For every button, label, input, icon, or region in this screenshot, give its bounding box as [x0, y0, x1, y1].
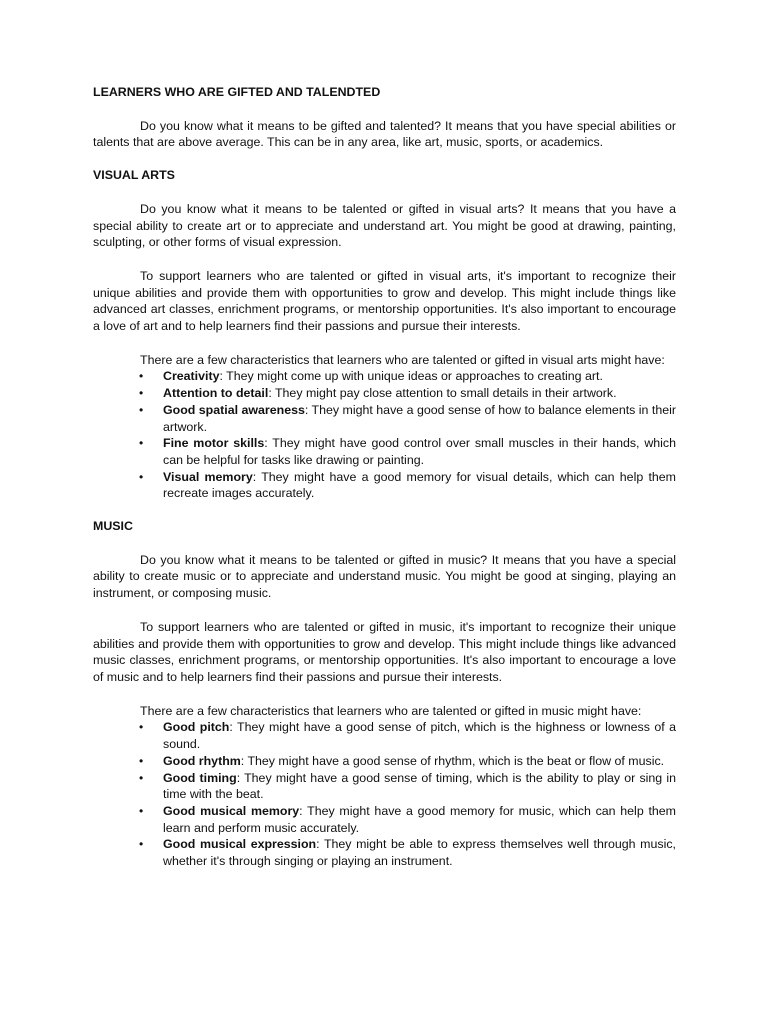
item-term: Good pitch	[163, 720, 230, 735]
list-item	[93, 385, 676, 402]
item-text: : They might have good control over small muscles in their hands, which can be helpful for tasks like drawing or painting.	[163, 436, 676, 467]
item-text: : They might have a good memory for music, which can help them learn and perform music accurately.	[163, 803, 676, 835]
list-item	[93, 402, 676, 435]
item-text: : They might come up with unique ideas or approaches to creating art.	[219, 369, 603, 384]
item-term: Good spatial awareness	[163, 402, 305, 417]
item-term: Fine motor skills	[163, 436, 265, 451]
list-item	[93, 719, 676, 752]
item-term: Good musical memory	[163, 803, 300, 818]
music-paragraph-2: To support learners who are talented or gifted in music, it's important to recognize their unique abilities and provide them with opportunities to grow and develop. This might include things like advanced music classes, enrichment programs, or mentorship opportunities. It's also important to encourage a love of music and to help learners find their passions and pursue their interests.	[93, 619, 676, 684]
item-term: Good musical expression	[163, 837, 317, 852]
item-text: : They might have a good sense of pitch, which is the highness or lowness of a sound.	[163, 720, 676, 752]
intro-paragraph: Do you know what it means to be gifted and talented? It means that you have special abilities or talents that are above average. This can be in any area, like art, music, sports, or academics.	[93, 118, 676, 150]
visual-arts-characteristics-list	[93, 368, 676, 502]
page-title: LEARNERS WHO ARE GIFTED AND TALENDTED	[93, 85, 381, 99]
item-text: : They might have a good sense of rhythm, which is the beat or flow of music.	[240, 753, 665, 768]
item-text: : They might have a good sense of timing, which is the ability to play or sing in time with the beat.	[163, 770, 677, 802]
music-paragraph-1: Do you know what it means to be talented or gifted in music? It means that you have a special ability to create music or to appreciate and understand music. You might be good at singing, playing an instrument, or composing music.	[93, 552, 676, 601]
list-item	[93, 753, 676, 770]
item-text: : They might have a good sense of how to balance elements in their artwork.	[163, 402, 676, 434]
item-term: Good timing	[163, 770, 237, 785]
item-text: : They might have a good memory for visual details, which can help them recreate images accurately.	[163, 469, 676, 501]
list-item	[93, 836, 676, 869]
item-term: Creativity	[163, 369, 220, 384]
item-text: : They might pay close attention to small details in their artwork.	[268, 386, 617, 401]
visual-arts-heading: VISUAL ARTS	[93, 168, 175, 183]
visual-arts-paragraph-1: Do you know what it means to be talented or gifted in visual arts? It means that you have a special ability to create art or to appreciate and understand art. You might be good at drawing, painting, sculpting, or other forms of visual expression.	[93, 201, 676, 250]
list-item	[93, 469, 676, 502]
list-item	[93, 803, 676, 836]
music-paragraph-3: There are a few characteristics that learners who are talented or gifted in music might have:	[140, 703, 642, 718]
item-term: Visual memory	[163, 469, 253, 484]
item-term: Good rhythm	[163, 753, 241, 768]
visual-arts-paragraph-2: To support learners who are talented or gifted in visual arts, it's important to recognize their unique abilities and provide them with opportunities to grow and develop. This might include things like advanced art classes, enrichment programs, or mentorship opportunities. It's also important to encourage a love of art and to help learners find their passions and pursue their interests.	[93, 268, 676, 334]
list-item	[93, 435, 676, 468]
item-term: Attention to detail	[163, 386, 269, 401]
list-item	[93, 770, 676, 803]
document-page	[93, 84, 676, 870]
visual-arts-paragraph-3: There are a few characteristics that learners who are talented or gifted in visual arts might have:	[140, 352, 665, 367]
list-item	[93, 368, 676, 385]
music-characteristics-list	[93, 719, 676, 869]
item-text: : They might be able to express themselves well through music, whether it's through singing or playing an instrument.	[163, 837, 676, 869]
music-heading: MUSIC	[93, 519, 133, 534]
